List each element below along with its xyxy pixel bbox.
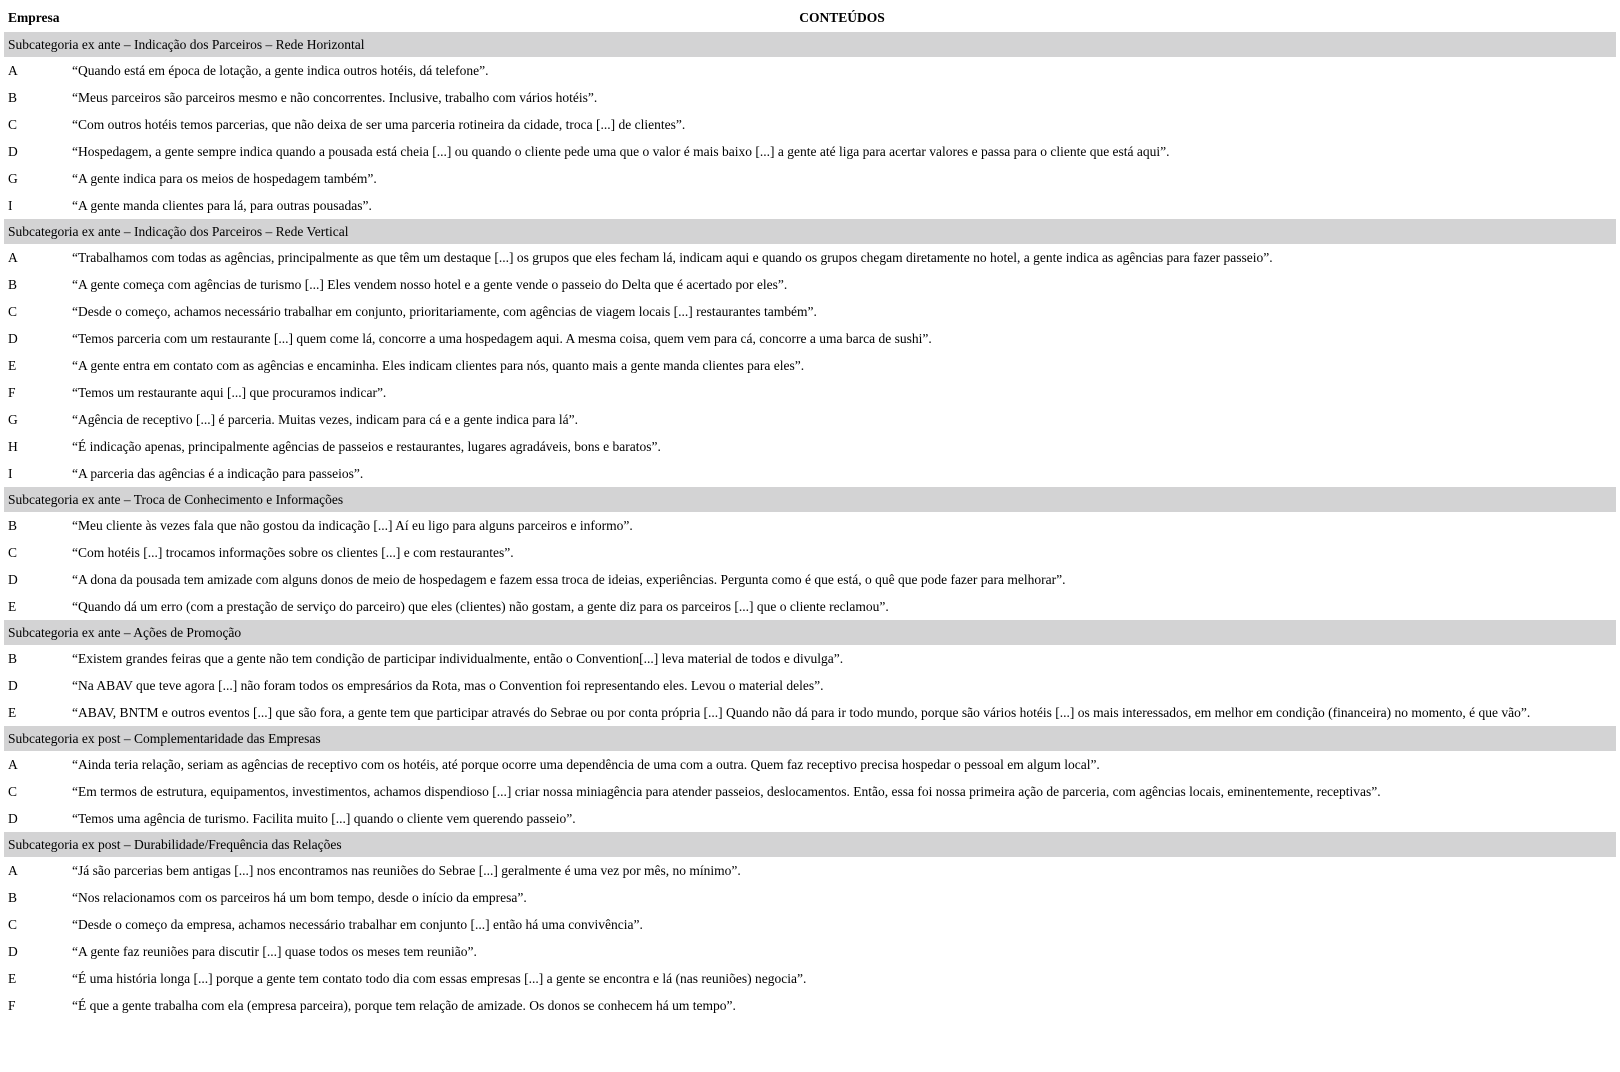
table-row (4, 57, 1616, 84)
conteudo-cell: “Na ABAV que teve agora [...] não foram todos os empresários da Rota, mas o Convention foi representando eles. Levou o material deles”. (72, 677, 824, 693)
table-row (4, 965, 1616, 992)
section-title: Subcategoria ex ante – Troca de Conhecimento e Informações (4, 487, 1616, 512)
empresa-cell: G (8, 170, 18, 186)
empresa-cell: C (8, 916, 18, 932)
empresa-cell: E (8, 598, 17, 614)
empresa-cell: F (8, 384, 16, 400)
section-header-row (4, 219, 1616, 244)
section-header-row (4, 832, 1616, 857)
conteudo-cell: “Trabalhamos com todas as agências, principalmente as que têm um destaque [...] os grupos que eles fecham lá, indicam aqui e quando os grupos chegam diretamente no hotel, a gente indica as agências para fazer passeio”. (72, 249, 1273, 265)
header-empresa: Empresa (8, 10, 60, 25)
section-header-row (4, 487, 1616, 512)
empresa-cell: D (8, 330, 18, 346)
table-row (4, 672, 1616, 699)
conteudo-cell: “Desde o começo, achamos necessário trabalhar em conjunto, prioritariamente, com agências de viagem locais [...] restaurantes também”. (72, 303, 817, 319)
contents-table (4, 4, 1616, 1019)
empresa-cell: B (8, 650, 18, 666)
conteudo-cell: “É que a gente trabalha com ela (empresa parceira), porque tem relação de amizade. Os donos se conhecem há um tempo”. (72, 997, 736, 1013)
table-row (4, 433, 1616, 460)
conteudo-cell: “A parceria das agências é a indicação para passeios”. (72, 465, 364, 481)
empresa-cell: C (8, 783, 18, 799)
conteudo-cell: “Meu cliente às vezes fala que não gostou da indicação [...] Aí eu ligo para alguns parceiros e informo”. (72, 517, 633, 533)
empresa-cell: I (8, 465, 13, 481)
conteudo-cell: “A dona da pousada tem amizade com alguns donos de meio de hospedagem e fazem essa troca de ideias, experiências. Pergunta como é que está, o quê que pode fazer para melhorar”. (72, 571, 1066, 587)
conteudo-cell: “Com hotéis [...] trocamos informações sobre os clientes [...] e com restaurantes”. (72, 544, 514, 560)
conteudo-cell: “É indicação apenas, principalmente agências de passeios e restaurantes, lugares agradáveis, bons e baratos”. (72, 438, 661, 454)
table-row (4, 244, 1616, 271)
conteudo-cell: “A gente entra em contato com as agências e encaminha. Eles indicam clientes para nós, quanto mais a gente manda clientes para eles”. (72, 357, 805, 373)
empresa-cell: D (8, 810, 18, 826)
table-row (4, 379, 1616, 406)
table-row (4, 884, 1616, 911)
conteudo-cell: “Agência de receptivo [...] é parceria. Muitas vezes, indicam para cá e a gente indica para lá”. (72, 411, 578, 427)
table-body (4, 32, 1616, 1019)
table-row (4, 751, 1616, 778)
conteudo-cell: “Nos relacionamos com os parceiros há um bom tempo, desde o início da empresa”. (72, 889, 527, 905)
table-row (4, 911, 1616, 938)
table-row (4, 805, 1616, 832)
table-row (4, 778, 1616, 805)
conteudo-cell: “Meus parceiros são parceiros mesmo e não concorrentes. Inclusive, trabalho com vários hotéis”. (72, 89, 598, 105)
section-title: Subcategoria ex post – Complementaridade das Empresas (4, 726, 1616, 751)
section-header-row (4, 620, 1616, 645)
conteudo-cell: “Em termos de estrutura, equipamentos, investimentos, achamos dispendioso [...] criar nossa miniagência para atender passeios, deslocamentos. Então, essa foi nossa primeira ação de parceria, com agências locais, eminentemente, receptivas”. (72, 783, 1381, 799)
empresa-cell: F (8, 997, 16, 1013)
table-row (4, 566, 1616, 593)
empresa-cell: E (8, 970, 17, 986)
conteudo-cell: “Com outros hotéis temos parcerias, que não deixa de ser uma parceria rotineira da cidade, troca [...] de clientes”. (72, 116, 686, 132)
empresa-cell: B (8, 517, 18, 533)
empresa-cell: C (8, 303, 18, 319)
section-title: Subcategoria ex ante – Indicação dos Parceiros – Rede Horizontal (4, 32, 1616, 57)
empresa-cell: A (8, 249, 18, 265)
table-row (4, 992, 1616, 1019)
table-row (4, 512, 1616, 539)
empresa-cell: A (8, 62, 18, 78)
table-row (4, 84, 1616, 111)
table-row (4, 539, 1616, 566)
conteudo-cell: “A gente começa com agências de turismo [...] Eles vendem nosso hotel e a gente vende o passeio do Delta que é acertado por eles”. (72, 276, 788, 292)
empresa-cell: C (8, 544, 18, 560)
conteudo-cell: “Quando dá um erro (com a prestação de serviço do parceiro) que eles (clientes) não gostam, a gente diz para os parceiros [...] que o cliente reclamou”. (72, 598, 889, 614)
empresa-cell: E (8, 704, 17, 720)
header-conteudos: CONTEÚDOS (799, 10, 885, 25)
empresa-cell: I (8, 197, 13, 213)
empresa-cell: D (8, 143, 18, 159)
table-row (4, 460, 1616, 487)
empresa-cell: D (8, 943, 18, 959)
table-row (4, 111, 1616, 138)
conteudo-cell: “Temos uma agência de turismo. Facilita muito [...] quando o cliente vem querendo passeio”. (72, 810, 576, 826)
empresa-cell: B (8, 89, 18, 105)
conteudo-cell: “Já são parcerias bem antigas [...] nos encontramos nas reuniões do Sebrae [...] geralmente é uma vez por mês, no mínimo”. (72, 862, 741, 878)
conteudo-cell: “Hospedagem, a gente sempre indica quando a pousada está cheia [...] ou quando o cliente pede uma que o valor é mais baixo [...] a gente até liga para acertar valores e passa para o cliente que está aqui”. (72, 143, 1170, 159)
table-row (4, 645, 1616, 672)
conteudo-cell: “Ainda teria relação, seriam as agências de receptivo com os hotéis, até porque ocorre uma dependência de uma com a outra. Quem faz receptivo precisa hospedar o pessoal em algum local”. (72, 756, 1100, 772)
table-row (4, 406, 1616, 433)
empresa-cell: D (8, 571, 18, 587)
conteudo-cell: “A gente faz reuniões para discutir [...] quase todos os meses tem reunião”. (72, 943, 477, 959)
empresa-cell: A (8, 756, 18, 772)
table-header-row (4, 4, 1616, 32)
empresa-cell: B (8, 889, 18, 905)
conteudo-cell: “Temos parceria com um restaurante [...] quem come lá, concorre a uma hospedagem aqui. A mesma coisa, quem vem para cá, concorre a uma barca de sushi”. (72, 330, 932, 346)
conteudo-cell: “Desde o começo da empresa, achamos necessário trabalhar em conjunto [...] então há uma convivência”. (72, 916, 643, 932)
table-row (4, 699, 1616, 726)
table-row (4, 857, 1616, 884)
conteudo-cell: “Quando está em época de lotação, a gente indica outros hotéis, dá telefone”. (72, 62, 489, 78)
empresa-cell: A (8, 862, 18, 878)
empresa-cell: D (8, 677, 18, 693)
conteudo-cell: “A gente indica para os meios de hospedagem também”. (72, 170, 377, 186)
table-row (4, 352, 1616, 379)
table-row (4, 938, 1616, 965)
conteudo-cell: “É uma história longa [...] porque a gente tem contato todo dia com essas empresas [...] a gente se encontra e lá (nas reuniões) negocia”. (72, 970, 807, 986)
empresa-cell: E (8, 357, 17, 373)
conteudo-cell: “Existem grandes feiras que a gente não tem condição de participar individualmente, então o Convention[...] leva material de todos e divulga”. (72, 650, 844, 666)
table-row (4, 138, 1616, 165)
section-title: Subcategoria ex ante – Ações de Promoção (4, 620, 1616, 645)
table-row (4, 165, 1616, 192)
section-title: Subcategoria ex post – Durabilidade/Frequência das Relações (4, 832, 1616, 857)
conteudo-cell: “Temos um restaurante aqui [...] que procuramos indicar”. (72, 384, 387, 400)
empresa-cell: H (8, 438, 18, 454)
section-header-row (4, 726, 1616, 751)
section-title: Subcategoria ex ante – Indicação dos Parceiros – Rede Vertical (4, 219, 1616, 244)
conteudo-cell: “ABAV, BNTM e outros eventos [...] que são fora, a gente tem que participar através do Sebrae ou por conta própria [...] Quando não dá para ir todo mundo, porque são vários hotéis [...] os mais interessados, em melhor em condição (financeira) no momento, é que vão”. (72, 704, 1531, 720)
table-row (4, 271, 1616, 298)
empresa-cell: B (8, 276, 18, 292)
section-header-row (4, 32, 1616, 57)
table-row (4, 593, 1616, 620)
empresa-cell: C (8, 116, 18, 132)
table-row (4, 325, 1616, 352)
empresa-cell: G (8, 411, 18, 427)
table-row (4, 298, 1616, 325)
table-row (4, 192, 1616, 219)
conteudo-cell: “A gente manda clientes para lá, para outras pousadas”. (72, 197, 372, 213)
